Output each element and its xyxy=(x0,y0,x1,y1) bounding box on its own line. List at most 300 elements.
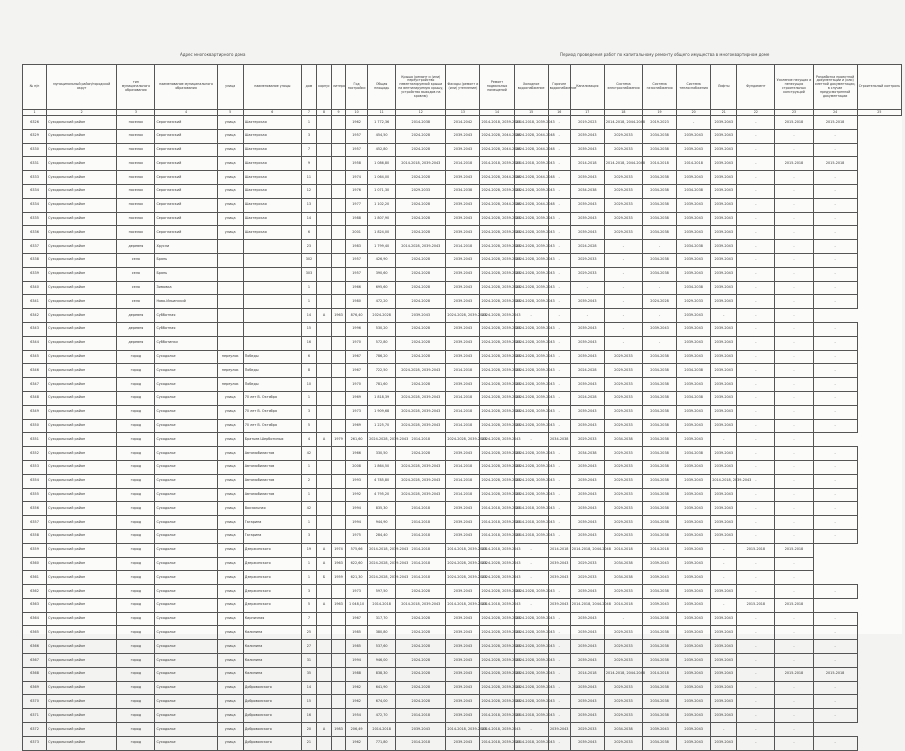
table-cell: 2008 xyxy=(346,460,368,474)
table-cell: 2039-2043 xyxy=(446,667,480,681)
table-cell: поселок xyxy=(117,171,155,185)
table-cell: 6364 xyxy=(23,612,47,626)
table-cell: 2024-2028 xyxy=(396,281,446,295)
table-cell: 2034-2038 xyxy=(642,502,676,516)
table-cell: - xyxy=(813,612,857,626)
table-cell: 6345 xyxy=(23,350,47,364)
table-cell: улица xyxy=(217,612,243,626)
table-cell: 2024-2028, 2039-2043 xyxy=(446,557,480,571)
table-cell: 3 xyxy=(301,585,316,599)
table-cell: 2029-2033 xyxy=(604,626,642,640)
table-cell: переулок xyxy=(217,364,243,378)
table-cell xyxy=(332,212,346,226)
table-cell: 1974 xyxy=(332,543,346,557)
table-cell: - xyxy=(737,447,775,461)
table-cell: город xyxy=(117,557,155,571)
table-cell: 2039-2043 xyxy=(677,267,711,281)
table-cell: - xyxy=(737,322,775,336)
table-cell: 2039-2043 xyxy=(711,267,737,281)
table-cell: город xyxy=(117,419,155,433)
table-cell: - xyxy=(813,336,857,350)
table-cell: - xyxy=(737,129,775,143)
table-cell: - xyxy=(548,736,570,750)
table-cell: улица xyxy=(217,571,243,585)
table-cell: 42 xyxy=(301,447,316,461)
table-row xyxy=(23,391,902,405)
table-cell: 2024-2028, 2039-2043 xyxy=(480,640,514,654)
table-cell: 2024-2028, 2039-2043 xyxy=(480,350,514,364)
table-cell: Суходольский район xyxy=(47,571,117,585)
table-cell: 1975 xyxy=(346,529,368,543)
table-cell: 1980 xyxy=(346,295,368,309)
table-cell: улица xyxy=(217,184,243,198)
table-cell xyxy=(332,667,346,681)
table-cell: деревня xyxy=(117,336,155,350)
table-cell: - xyxy=(775,143,813,157)
table-cell: Суходольский район xyxy=(47,654,117,668)
table-cell: улица xyxy=(217,681,243,695)
table-row xyxy=(23,198,902,212)
table-cell: 1 xyxy=(301,488,316,502)
table-cell: - xyxy=(548,253,570,267)
table-cell: 2024-2028, 2039-2043 xyxy=(514,322,548,336)
table-cell: 2024-2028, 2039-2043 xyxy=(446,571,480,585)
table-row xyxy=(23,529,902,543)
table-cell: Суходольский район xyxy=(47,212,117,226)
table-cell xyxy=(332,405,346,419)
table-cell: 2014-2018 xyxy=(446,419,480,433)
table-cell: 2039-2043 xyxy=(711,350,737,364)
table-cell xyxy=(316,391,331,405)
table-cell: 2014-2028, 2039-2043 xyxy=(396,240,446,254)
table-cell: город xyxy=(117,447,155,461)
table-cell: 2014-2018 xyxy=(446,488,480,502)
table-cell: 6354 xyxy=(23,474,47,488)
table-cell: улица xyxy=(217,391,243,405)
table-cell: город xyxy=(117,502,155,516)
table-cell: город xyxy=(117,695,155,709)
table-cell: 2039-2043 xyxy=(446,640,480,654)
table-cell: - xyxy=(548,681,570,695)
table-cell: 1969 xyxy=(346,391,368,405)
table-cell: 2039-2043 xyxy=(446,171,480,185)
table-cell: улица xyxy=(217,516,243,530)
table-row xyxy=(23,626,902,640)
table-cell: 2039-2043 xyxy=(570,695,604,709)
table-cell: Суходольский район xyxy=(47,543,117,557)
table-cell: 2039-2043 xyxy=(677,226,711,240)
table-cell: 1 048,10 xyxy=(346,598,368,612)
table-cell: 835,30 xyxy=(368,502,396,516)
table-cell: - xyxy=(813,322,857,336)
table-cell: 2029-2033 xyxy=(604,129,642,143)
table-cell: Гагарина xyxy=(243,529,301,543)
table-cell: 2015-2018 xyxy=(813,116,857,130)
table-cell: 2039-2043 xyxy=(711,626,737,640)
table-cell: 1970 xyxy=(346,378,368,392)
table-cell: 2039-2043 xyxy=(677,405,711,419)
table-cell: 2029-2033 xyxy=(677,295,711,309)
table-cell: 2024-2028 xyxy=(396,640,446,654)
table-cell: город xyxy=(117,350,155,364)
table-cell: 6338 xyxy=(23,253,47,267)
table-cell: Суходольский район xyxy=(47,626,117,640)
table-cell: 2014-2018 xyxy=(396,516,446,530)
table-cell: 2024-2028, 2039-2043 xyxy=(480,295,514,309)
table-cell: Дзержинского xyxy=(243,598,301,612)
table-cell: А xyxy=(316,433,331,447)
table-cell: 2024-2028, 2039-2043 xyxy=(480,364,514,378)
table-cell: 2014-2018 xyxy=(604,598,642,612)
table-cell: 2024-2028, 2039-2043 xyxy=(480,391,514,405)
table-cell: Суходольский район xyxy=(47,281,117,295)
table-cell: 2039-2043 xyxy=(446,378,480,392)
table-cell: 1979 xyxy=(332,433,346,447)
table-cell: 2034-2038 xyxy=(642,253,676,267)
table-cell xyxy=(316,157,331,171)
table-cell: 2039-2043 xyxy=(677,667,711,681)
table-cell: - xyxy=(737,571,775,585)
table-cell: 6373 xyxy=(23,736,47,750)
table-cell: Суходольский район xyxy=(47,143,117,157)
table-cell: 2014-2018, 2039-2043 xyxy=(514,709,548,723)
table-cell: 2039-2043 xyxy=(677,350,711,364)
table-cell: 2039-2043 xyxy=(677,419,711,433)
table-cell: улица xyxy=(217,157,243,171)
table-cell xyxy=(243,267,301,281)
table-cell: - xyxy=(737,171,775,185)
column-header: Усиление несущих и ненесущих строительных конструкций xyxy=(775,65,813,110)
table-cell: - xyxy=(737,654,775,668)
table-cell: - xyxy=(775,405,813,419)
table-cell: - xyxy=(775,474,813,488)
capital-repair-table xyxy=(22,64,902,751)
table-cell xyxy=(316,529,331,543)
table-cell: поселок xyxy=(117,157,155,171)
table-cell: 6346 xyxy=(23,364,47,378)
table-cell: 2 xyxy=(301,474,316,488)
table-cell: 2039-2043 xyxy=(548,557,570,571)
table-cell: 1959 xyxy=(332,571,346,585)
table-cell: Доброволского xyxy=(243,681,301,695)
table-cell: 6356 xyxy=(23,502,47,516)
table-cell: улица xyxy=(217,419,243,433)
table-cell: 16 xyxy=(301,709,316,723)
table-cell: - xyxy=(737,736,775,750)
table-cell: 2014-2018, 2039-2043 xyxy=(480,543,514,557)
table-cell xyxy=(316,281,331,295)
table-cell: - xyxy=(813,585,857,599)
table-cell: 2024-2028, 2044-2048 xyxy=(514,198,548,212)
table-cell: 14 xyxy=(301,212,316,226)
table-cell: 2039-2043 xyxy=(677,529,711,543)
table-cell: Суходольский район xyxy=(47,391,117,405)
table-cell: - xyxy=(604,281,642,295)
table-cell: 4 xyxy=(301,433,316,447)
table-cell: 2039-2043 xyxy=(446,447,480,461)
table-cell: 2039-2043 xyxy=(570,378,604,392)
table-cell: - xyxy=(548,295,570,309)
table-cell: 2024-2028, 2039-2043 xyxy=(396,419,446,433)
table-cell: Шахтерская xyxy=(243,143,301,157)
table-cell: 2029-2033 xyxy=(604,391,642,405)
table-cell: Суходолье xyxy=(155,364,217,378)
table-cell: - xyxy=(813,295,857,309)
table-cell: - xyxy=(737,364,775,378)
table-cell: 6368 xyxy=(23,667,47,681)
table-cell: 15 xyxy=(301,695,316,709)
table-cell: - xyxy=(737,681,775,695)
table-cell: 8 xyxy=(301,364,316,378)
table-cell: 1967 xyxy=(346,364,368,378)
table-cell: 2039-2043 xyxy=(677,640,711,654)
table-cell: 2039-2043 xyxy=(570,736,604,750)
table-row xyxy=(23,240,902,254)
table-cell: 530,20 xyxy=(368,322,396,336)
table-cell: - xyxy=(711,571,737,585)
header-row xyxy=(23,65,902,110)
table-cell: 2024-2028, 2039-2043 xyxy=(514,281,548,295)
table-cell: Шахтерская xyxy=(243,212,301,226)
table-cell: Победы xyxy=(243,378,301,392)
table-cell: - xyxy=(775,571,813,585)
table-cell: 2039-2043 xyxy=(677,378,711,392)
table-cell: Суходольский район xyxy=(47,226,117,240)
table-cell: 6331 xyxy=(23,157,47,171)
table-cell: 2039-2043 xyxy=(570,585,604,599)
table-cell: 2014-2018, 2039-2043 xyxy=(480,736,514,750)
table-cell: 1962 xyxy=(346,681,368,695)
table-cell: Шахтерская xyxy=(243,184,301,198)
table-cell: - xyxy=(813,419,857,433)
table-cell: - xyxy=(514,723,548,737)
table-cell: - xyxy=(737,309,775,323)
table-cell: поселок xyxy=(117,143,155,157)
table-cell: Суходольский район xyxy=(47,709,117,723)
table-cell: 2039-2043 xyxy=(711,419,737,433)
table-cell xyxy=(316,171,331,185)
table-cell: 1966 xyxy=(346,447,368,461)
table-cell: 380,80 xyxy=(368,626,396,640)
table-cell: 2039-2043 xyxy=(677,612,711,626)
table-cell: 1 xyxy=(301,571,316,585)
table-cell: 2034-2038 xyxy=(642,198,676,212)
table-cell: 2024-2028, 2039-2043 xyxy=(480,405,514,419)
table-cell: 1970 xyxy=(346,336,368,350)
table-cell: 6336 xyxy=(23,226,47,240)
table-cell: - xyxy=(813,695,857,709)
table-cell: - xyxy=(775,378,813,392)
table-cell: 2039-2043 xyxy=(570,502,604,516)
table-cell: - xyxy=(548,640,570,654)
table-cell: Ново-Ильинский xyxy=(155,295,217,309)
table-cell: 6334 xyxy=(23,184,47,198)
table-cell: 2039-2043 xyxy=(446,529,480,543)
table-cell: 2039-2043 xyxy=(570,295,604,309)
table-cell: 2024-2028, 2044-2048 xyxy=(480,143,514,157)
table-row xyxy=(23,157,902,171)
table-cell: - xyxy=(775,129,813,143)
table-cell: - xyxy=(548,364,570,378)
table-cell: 2014-2018, 2044-2048 xyxy=(604,116,642,130)
table-cell: 2014-2018, 2039-2043 xyxy=(480,723,514,737)
table-cell: 2014-2018 xyxy=(642,157,676,171)
table-cell: Гагарина xyxy=(243,516,301,530)
table-cell xyxy=(243,253,301,267)
column-number: 12 xyxy=(396,110,446,116)
table-cell: 2029-2033 xyxy=(604,184,642,198)
column-header: Крыша (ремонт и (или) переустройство невентилируемой крыши на вентилируемую крышу, устройство выходов на кровлю) xyxy=(396,65,446,110)
table-cell: 1967 xyxy=(346,350,368,364)
table-cell xyxy=(332,143,346,157)
table-cell: 1974 xyxy=(346,171,368,185)
table-cell: 11 xyxy=(301,171,316,185)
table-cell: 2014-2018, 2039-2043 xyxy=(480,116,514,130)
table-cell: 2014-2018 xyxy=(396,502,446,516)
table-cell: 2034-2038 xyxy=(642,350,676,364)
table-cell: 2034-2038 xyxy=(642,364,676,378)
table-cell: Суходолье xyxy=(155,405,217,419)
table-cell: 6339 xyxy=(23,267,47,281)
table-cell: город xyxy=(117,543,155,557)
table-cell xyxy=(316,502,331,516)
table-row xyxy=(23,419,902,433)
table-cell: 6349 xyxy=(23,405,47,419)
table-cell: 23 xyxy=(301,240,316,254)
table-cell: 2024-2028, 2039-2043 xyxy=(514,626,548,640)
table-cell: Суходолье xyxy=(155,723,217,737)
table-cell: 6340 xyxy=(23,281,47,295)
table-cell: 6358 xyxy=(23,529,47,543)
table-cell: 2014-2018 xyxy=(396,571,446,585)
table-cell: - xyxy=(813,474,857,488)
table-cell: 2039-2043 xyxy=(711,171,737,185)
column-number: 10 xyxy=(346,110,368,116)
table-cell: улица xyxy=(217,626,243,640)
table-cell: 2039-2043 xyxy=(570,198,604,212)
table-cell: 2024-2028, 2039-2043 xyxy=(514,681,548,695)
table-cell: - xyxy=(570,281,604,295)
table-cell xyxy=(332,267,346,281)
table-cell: 2014-2018, 2039-2043 xyxy=(446,723,480,737)
table-cell: город xyxy=(117,626,155,640)
table-cell: - xyxy=(813,240,857,254)
table-cell: 2024-2028, 2039-2043 xyxy=(396,474,446,488)
table-cell: 3 xyxy=(301,129,316,143)
table-cell: 6372 xyxy=(23,723,47,737)
table-cell: 2039-2043 xyxy=(677,253,711,267)
table-cell: - xyxy=(548,116,570,130)
table-cell: Суходолье xyxy=(155,736,217,750)
table-cell: - xyxy=(548,322,570,336)
table-cell: 2015-2018 xyxy=(775,157,813,171)
table-cell: Калинина xyxy=(243,654,301,668)
table-cell: Суходолье xyxy=(155,571,217,585)
table-cell: Автомобилистов xyxy=(243,460,301,474)
table-cell: 1966 xyxy=(346,281,368,295)
table-cell: 722,50 xyxy=(368,364,396,378)
address-group-label: Адрес многоквартирного дома xyxy=(180,52,246,57)
table-cell: 2024-2028, 2039-2043 xyxy=(514,447,548,461)
table-cell: - xyxy=(775,350,813,364)
table-cell: 2014-2018, 2039-2043 xyxy=(446,598,480,612)
table-cell: 6330 xyxy=(23,143,47,157)
table-cell: - xyxy=(775,295,813,309)
table-cell: Зимовка xyxy=(155,281,217,295)
table-cell: 2024-2028, 2039-2043 xyxy=(480,488,514,502)
table-cell: 2014-2018 xyxy=(446,474,480,488)
table-cell: Автомобилистов xyxy=(243,447,301,461)
table-cell: 2039-2043 xyxy=(446,267,480,281)
table-cell: 2014-2018, 2039-2043 xyxy=(514,157,548,171)
table-cell: 2034-2038 xyxy=(642,405,676,419)
table-cell: 2039-2043 xyxy=(711,322,737,336)
table-cell: - xyxy=(775,336,813,350)
table-cell: - xyxy=(737,378,775,392)
table-cell: 2034-2038 xyxy=(642,447,676,461)
table-row xyxy=(23,322,902,336)
table-cell: 2034-2038 xyxy=(642,184,676,198)
table-cell: 1957 xyxy=(346,143,368,157)
table-cell: - xyxy=(813,654,857,668)
table-cell xyxy=(332,336,346,350)
table-cell: Суходольский район xyxy=(47,502,117,516)
table-cell: улица xyxy=(217,585,243,599)
table-cell: Суходолье xyxy=(155,557,217,571)
table-cell: 2024-2028, 2039-2043 xyxy=(368,571,396,585)
table-cell: 2024-2028 xyxy=(396,585,446,599)
table-cell: - xyxy=(737,240,775,254)
table-row xyxy=(23,433,902,447)
column-number: 18 xyxy=(604,110,642,116)
table-cell: 2039-2043 xyxy=(570,419,604,433)
table-cell: - xyxy=(711,309,737,323)
table-cell: - xyxy=(775,612,813,626)
table-cell: Сероглазский xyxy=(155,184,217,198)
table-cell: 2029-2033 xyxy=(604,502,642,516)
table-cell: 2039-2043 xyxy=(446,322,480,336)
table-cell xyxy=(332,474,346,488)
table-cell: Суходольский район xyxy=(47,612,117,626)
table-cell: 2015-2018 xyxy=(737,598,775,612)
table-cell: - xyxy=(604,267,642,281)
table-cell: 2024-2028 xyxy=(396,322,446,336)
table-cell: 2024-2028, 2039-2043 xyxy=(514,654,548,668)
table-cell: 2014-2018 xyxy=(396,433,446,447)
table-cell: 2024-2028, 2039-2043 xyxy=(480,433,514,447)
table-cell: 537,60 xyxy=(368,640,396,654)
table-cell: - xyxy=(737,667,775,681)
table-cell xyxy=(332,695,346,709)
table-cell: улица xyxy=(217,695,243,709)
table-cell: Суходолье xyxy=(155,502,217,516)
table-cell: - xyxy=(813,405,857,419)
table-cell: 2039-2043 xyxy=(711,405,737,419)
table-cell: - xyxy=(775,212,813,226)
table-cell: 2039-2043 xyxy=(570,709,604,723)
table-cell: 2039-2043 xyxy=(677,143,711,157)
table-cell: 2014-2018 xyxy=(548,543,570,557)
table-cell xyxy=(316,116,331,130)
table-cell xyxy=(316,460,331,474)
table-cell: 2039-2043 xyxy=(446,585,480,599)
table-cell: 2034-2038 xyxy=(642,529,676,543)
table-cell: - xyxy=(813,529,857,543)
table-cell: 6334 xyxy=(23,198,47,212)
table-cell: Суходольский район xyxy=(47,667,117,681)
table-cell xyxy=(332,364,346,378)
table-cell: 2024-2028 xyxy=(396,612,446,626)
